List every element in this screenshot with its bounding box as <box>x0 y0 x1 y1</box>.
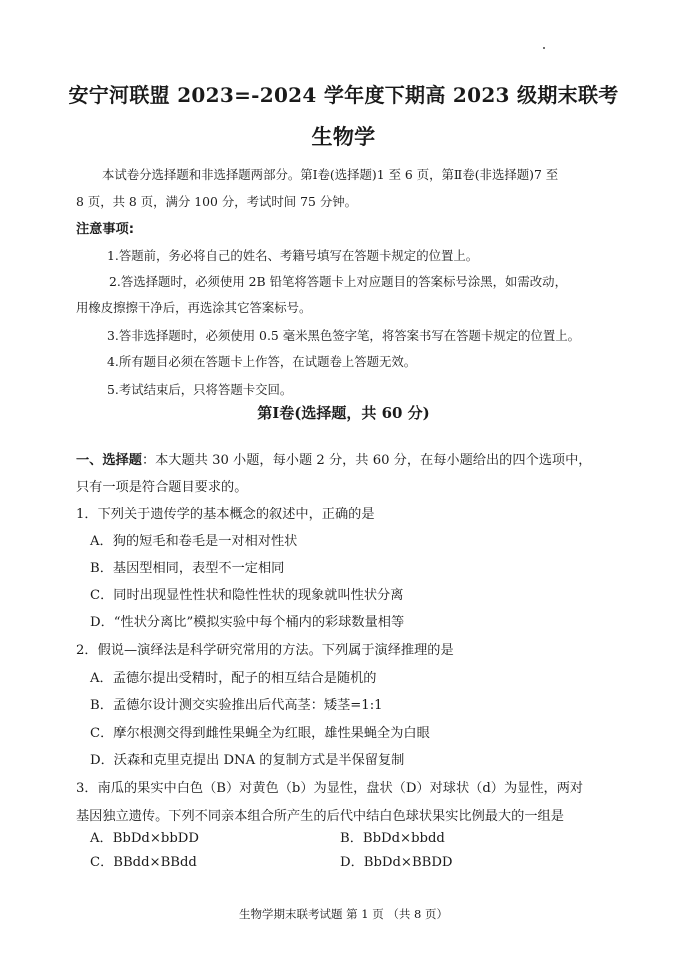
question-1-option-a: A．狗的短毛和卷毛是一对相对性状 <box>90 534 298 549</box>
section-desc-line-1 <box>76 449 591 468</box>
question-1-stem: 1．下列关于遗传学的基本概念的叙述中，正确的是 <box>76 507 375 522</box>
notice-item-3: 3.答非选择题时，必须使用 0.5 毫米黑色签字笔，将答案书写在答题卡规定的位置上。 <box>107 328 581 343</box>
page-footer: 生物学期末联考试题 第 1 页 （共 8 页） <box>238 907 449 921</box>
notice-item-5: 5.考试结束后，只将答题卡交回。 <box>107 382 293 397</box>
section-label: 一、选择题 <box>76 453 142 468</box>
question-2-option-a: A．孟德尔提出受精时，配子的相互结合是随机的 <box>90 671 377 686</box>
scan-dot <box>543 47 545 49</box>
notice-item-2: 2.答选择题时，必须使用 2B 铅笔将答题卡上对应题目的答案标号涂黑，如需改动， <box>109 274 567 289</box>
question-3-stem-line-1: 3．南瓜的果实中白色（B）对黄色（b）为显性，盘状（D）对球状（d）为显性，两对 <box>76 781 584 796</box>
notice-item-4: 4.所有题目必须在答题卡上作答，在试题卷上答题无效。 <box>107 354 417 369</box>
question-3-option-a: A．BbDd×bbDD <box>90 831 199 846</box>
question-1-option-d: D．“性状分离比”模拟实验中每个桶内的彩球数量相等 <box>90 615 405 630</box>
subject-title: 生物学 <box>311 124 376 149</box>
section-title: 第Ⅰ卷(选择题，共 60 分) <box>257 404 430 422</box>
question-2-option-d: D．沃森和克里克提出 DNA 的复制方式是半保留复制 <box>90 753 405 768</box>
question-2-stem: 2．假说—演绎法是科学研究常用的方法。下列属于演绎推理的是 <box>76 643 454 658</box>
intro-line-2: 8 页，共 8 页，满分 100 分，考试时间 75 分钟。 <box>76 194 358 209</box>
question-1-option-b: B．基因型相同，表型不一定相同 <box>90 561 285 576</box>
question-1-option-c: C．同时出现显性性状和隐性性状的现象就叫性状分离 <box>90 588 404 603</box>
notice-heading: 注意事项: <box>76 222 135 237</box>
notice-item-2-cont: 用橡皮擦擦干净后，再选涂其它答案标号。 <box>76 300 312 315</box>
section-desc: ：本大题共 30 小题，每小题 2 分，共 60 分，在每小题给出的四个选项中， <box>141 453 592 468</box>
exam-title: 安宁河联盟 2023=-2024 学年度下期高 2023 级期末联考 <box>68 83 619 107</box>
question-3-option-c: C．BBdd×BBdd <box>90 855 197 870</box>
intro-line-1: 本试卷分选择题和非选择题两部分。第Ⅰ卷(选择题)1 至 6 页，第Ⅱ卷(非选择题)7 至 <box>102 167 559 182</box>
question-3-option-d: D．BbDd×BBDD <box>340 855 453 870</box>
question-3-option-b: B．BbDd×bbdd <box>340 831 445 846</box>
question-2-option-c: C．摩尔根测交得到雌性果蝇全为红眼，雄性果蝇全为白眼 <box>90 726 430 741</box>
question-2-option-b: B．孟德尔设计测交实验推出后代高茎：矮茎=1:1 <box>90 698 383 713</box>
notice-item-1: 1.答题前，务必将自己的姓名、考籍号填写在答题卡规定的位置上。 <box>107 248 479 263</box>
section-desc-line-2: 只有一项是符合题目要求的。 <box>76 480 248 495</box>
question-3-stem-line-2: 基因独立遗传。下列不同亲本组合所产生的后代中结白色球状果实比例最大的一组是 <box>76 809 564 824</box>
